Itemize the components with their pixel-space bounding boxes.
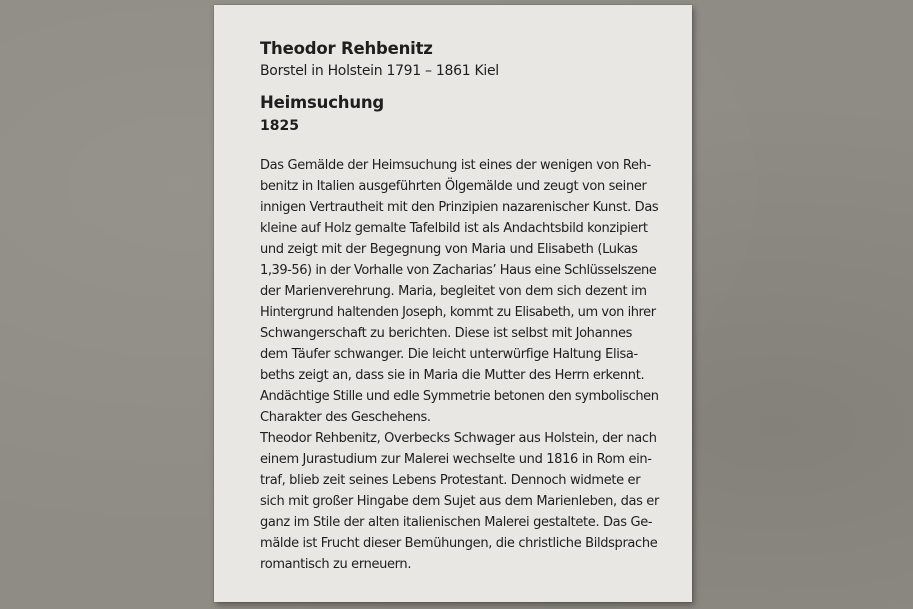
text-line: und zeigt mit der Begegnung von Maria und Elisabeth (Lukas — [260, 242, 638, 257]
description-paragraph-1 — [260, 155, 660, 428]
artist-name: Theodor Rehbenitz — [260, 39, 433, 58]
text-line: Theodor Rehbenitz, Overbecks Schwager aus Holstein, der nach — [260, 431, 657, 446]
text-line: Charakter des Geschehens. — [260, 410, 431, 425]
description-text — [260, 155, 660, 575]
text-line: der Marienverehrung. Maria, begleitet von dem sich dezent im — [260, 284, 647, 299]
text-line: Schwangerschaft zu berichten. Diese ist selbst mit Johannes — [260, 326, 633, 341]
label-content — [260, 39, 660, 575]
text-line: 1,39-56) in der Vorhalle von Zacharias’ Haus eine Schlüsselszene — [260, 263, 657, 278]
artwork-title: Heimsuchung — [260, 93, 385, 112]
artist-dates: Borstel in Holstein 1791 – 1861 Kiel — [260, 63, 499, 79]
text-line: einem Jurastudium zur Malerei wechselte und 1816 in Rom ein- — [260, 452, 652, 467]
text-line: Andächtige Stille und edle Symmetrie betonen den symbolischen — [260, 389, 659, 404]
text-line: ganz im Stile der alten italienischen Malerei gestaltete. Das Ge- — [260, 515, 653, 530]
description-paragraph-2 — [260, 428, 660, 575]
text-line: beths zeigt an, dass sie in Maria die Mutter des Herrn erkennt. — [260, 368, 645, 383]
text-line: traf, blieb zeit seines Lebens Protestant. Dennoch widmete er — [260, 473, 641, 488]
text-line: innigen Vertrautheit mit den Prinzipien nazarenischer Kunst. Das — [260, 200, 659, 215]
text-line: romantisch zu erneuern. — [260, 557, 412, 572]
text-line: benitz in Italien ausgeführten Ölgemälde und zeugt von seiner — [260, 179, 647, 194]
text-line: Hintergrund haltenden Joseph, kommt zu Elisabeth, um von ihrer — [260, 305, 656, 320]
text-line: Das Gemälde der Heimsuchung ist eines der wenigen von Reh- — [260, 158, 651, 173]
text-line: sich mit großer Hingabe dem Sujet aus dem Marienleben, das er — [260, 494, 659, 509]
text-line: dem Täufer schwanger. Die leicht unterwürfige Haltung Elisa- — [260, 347, 638, 362]
artwork-year: 1825 — [260, 118, 299, 134]
museum-label-card — [214, 5, 692, 602]
text-line: mälde ist Frucht dieser Bemühungen, die christliche Bildsprache — [260, 536, 658, 551]
text-line: kleine auf Holz gemalte Tafelbild ist als Andachtsbild konzipiert — [260, 221, 648, 236]
